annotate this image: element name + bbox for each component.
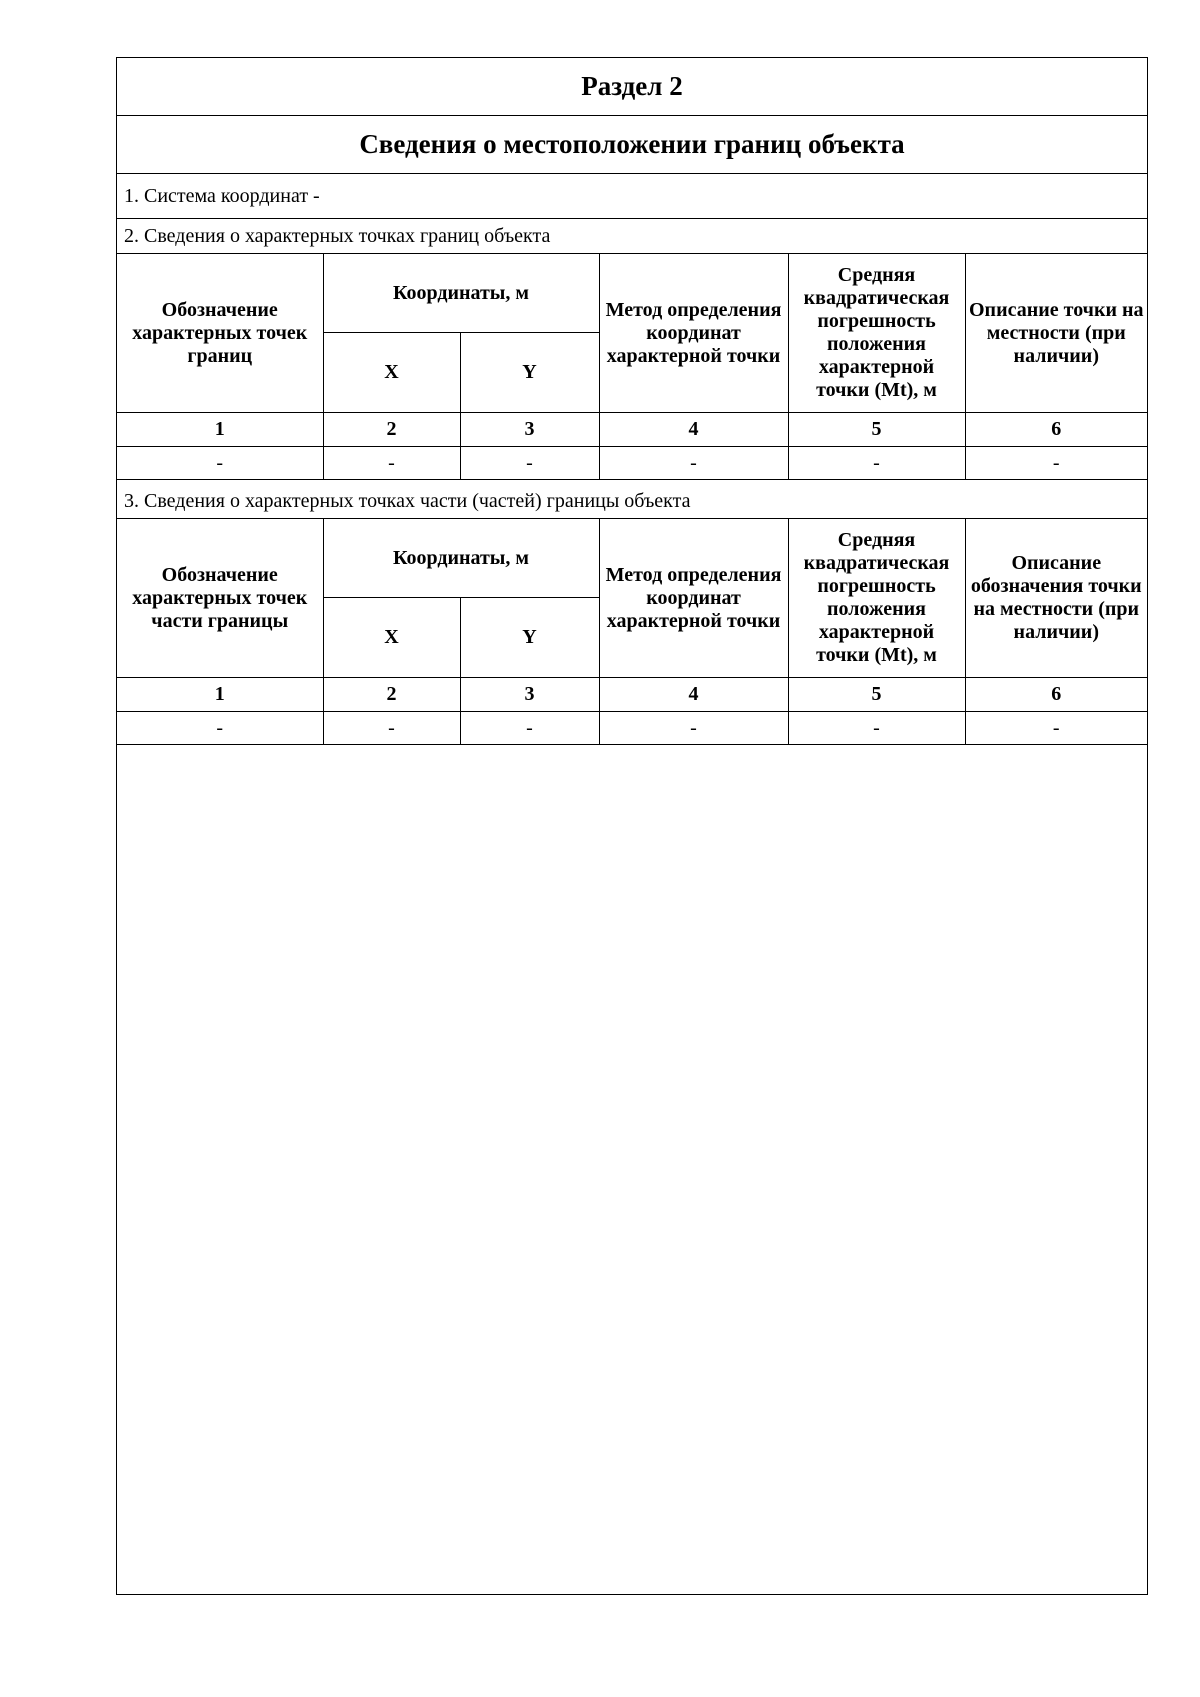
header-coordinates: Координаты, м <box>323 519 599 598</box>
table-row <box>117 712 1147 745</box>
header-mean-error: Средняя квадратическая погрешность положения характерной точки (Mt), м <box>788 519 965 678</box>
column-number: 5 <box>788 678 965 712</box>
section-title: Сведения о местоположении границ объекта <box>117 116 1147 174</box>
table-cell: - <box>323 447 460 480</box>
header-mean-error: Средняя квадратическая погрешность положения характерной точки (Mt), м <box>788 254 965 413</box>
table-cell: - <box>460 447 599 480</box>
column-number: 6 <box>965 413 1147 447</box>
table-cell: - <box>965 712 1147 745</box>
header-description: Описание обозначения точки на местности (при наличии) <box>965 519 1147 678</box>
table-cell: - <box>599 712 788 745</box>
column-number: 1 <box>117 413 323 447</box>
header-y: Y <box>460 333 599 413</box>
table-cell: - <box>460 712 599 745</box>
column-number: 4 <box>599 678 788 712</box>
header-method: Метод определения координат характерной точки <box>599 254 788 413</box>
header-description: Описание точки на местности (при наличии) <box>965 254 1147 413</box>
column-number: 2 <box>323 413 460 447</box>
header-y: Y <box>460 598 599 678</box>
boundary-points-table <box>117 254 1147 480</box>
header-point-designation: Обозначение характерных точек границ <box>117 254 323 413</box>
column-number: 3 <box>460 678 599 712</box>
header-x: X <box>323 333 460 413</box>
table-cell: - <box>599 447 788 480</box>
header-method: Метод определения координат характерной точки <box>599 519 788 678</box>
table-cell: - <box>323 712 460 745</box>
column-numbers-row <box>117 678 1147 712</box>
table-cell: - <box>788 712 965 745</box>
header-x: X <box>323 598 460 678</box>
header-point-designation: Обозначение характерных точек части границы <box>117 519 323 678</box>
table-cell: - <box>117 447 323 480</box>
block2-caption: 3. Сведения о характерных точках части (частей) границы объекта <box>117 484 1147 519</box>
coordinate-system-line: 1. Система координат - <box>117 174 1147 219</box>
table-cell: - <box>965 447 1147 480</box>
block1-caption: 2. Сведения о характерных точках границ объекта <box>117 219 1147 254</box>
column-number: 2 <box>323 678 460 712</box>
column-number: 6 <box>965 678 1147 712</box>
column-number: 5 <box>788 413 965 447</box>
section-number-title: Раздел 2 <box>117 58 1147 116</box>
document-frame <box>116 57 1148 1595</box>
column-number: 4 <box>599 413 788 447</box>
table-row <box>117 447 1147 480</box>
header-coordinates: Координаты, м <box>323 254 599 333</box>
column-number: 1 <box>117 678 323 712</box>
table-cell: - <box>117 712 323 745</box>
table-cell: - <box>788 447 965 480</box>
column-numbers-row <box>117 413 1147 447</box>
part-boundary-points-table <box>117 519 1147 745</box>
column-number: 3 <box>460 413 599 447</box>
